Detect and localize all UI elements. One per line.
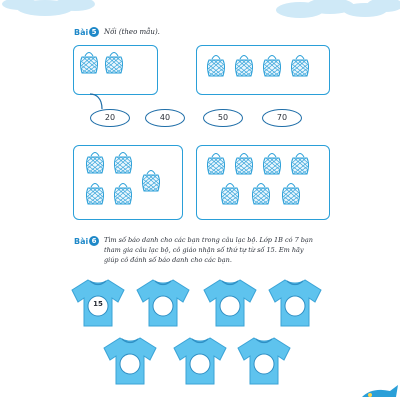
exercise-6-label: Bài <box>74 237 89 246</box>
t-shirt-icon[interactable] <box>135 278 191 332</box>
mesh-bag-icon <box>289 150 311 180</box>
t-shirt-icon[interactable] <box>236 336 292 390</box>
number-oval[interactable]: 70 <box>262 109 302 127</box>
mesh-bag-icon <box>140 167 162 197</box>
exercise-6-text-line-3: giúp cô đánh số báo danh cho các bạn. <box>104 256 232 264</box>
mesh-bag-icon <box>205 150 227 180</box>
exercise-5-label: Bài <box>74 28 89 37</box>
mesh-bag-icon <box>233 150 255 180</box>
mesh-bag-icon <box>250 180 272 210</box>
mesh-bag-icon <box>219 180 241 210</box>
mesh-bag-icon <box>205 52 227 82</box>
exercise-6-text-line-2: tham gia câu lạc bộ, cô giáo nhận số thứ tự từ số 15. Em hãy <box>104 246 304 254</box>
page-corner-icon <box>360 383 400 400</box>
mesh-bag-icon <box>112 149 134 179</box>
connector-line <box>88 92 108 112</box>
mesh-bag-icon <box>78 49 100 79</box>
exercise-5-number: 5 <box>89 27 99 37</box>
number-oval[interactable]: 50 <box>203 109 243 127</box>
shirt-number-example: 15 <box>93 300 103 308</box>
t-shirt-icon[interactable] <box>172 336 228 390</box>
t-shirt-icon[interactable] <box>102 336 158 390</box>
exercise-5-instruction: Nối (theo mẫu). <box>104 28 160 36</box>
exercise-6-number: 6 <box>89 236 99 246</box>
number-oval[interactable]: 20 <box>90 109 130 127</box>
t-shirt-icon[interactable] <box>267 278 323 332</box>
mesh-bag-icon <box>84 180 106 210</box>
mesh-bag-icon <box>103 49 125 79</box>
mesh-bag-icon <box>261 150 283 180</box>
mesh-bag-icon <box>233 52 255 82</box>
cloud-icon <box>0 0 400 24</box>
mesh-bag-icon <box>84 149 106 179</box>
mesh-bag-icon <box>289 52 311 82</box>
t-shirt-icon[interactable] <box>202 278 258 332</box>
number-oval[interactable]: 40 <box>145 109 185 127</box>
mesh-bag-icon <box>261 52 283 82</box>
exercise-6-text-line-1: Tìm số báo danh cho các bạn trong câu lạc bộ. Lớp 1B có 7 bạn <box>104 236 313 244</box>
mesh-bag-icon <box>280 180 302 210</box>
mesh-bag-icon <box>112 180 134 210</box>
